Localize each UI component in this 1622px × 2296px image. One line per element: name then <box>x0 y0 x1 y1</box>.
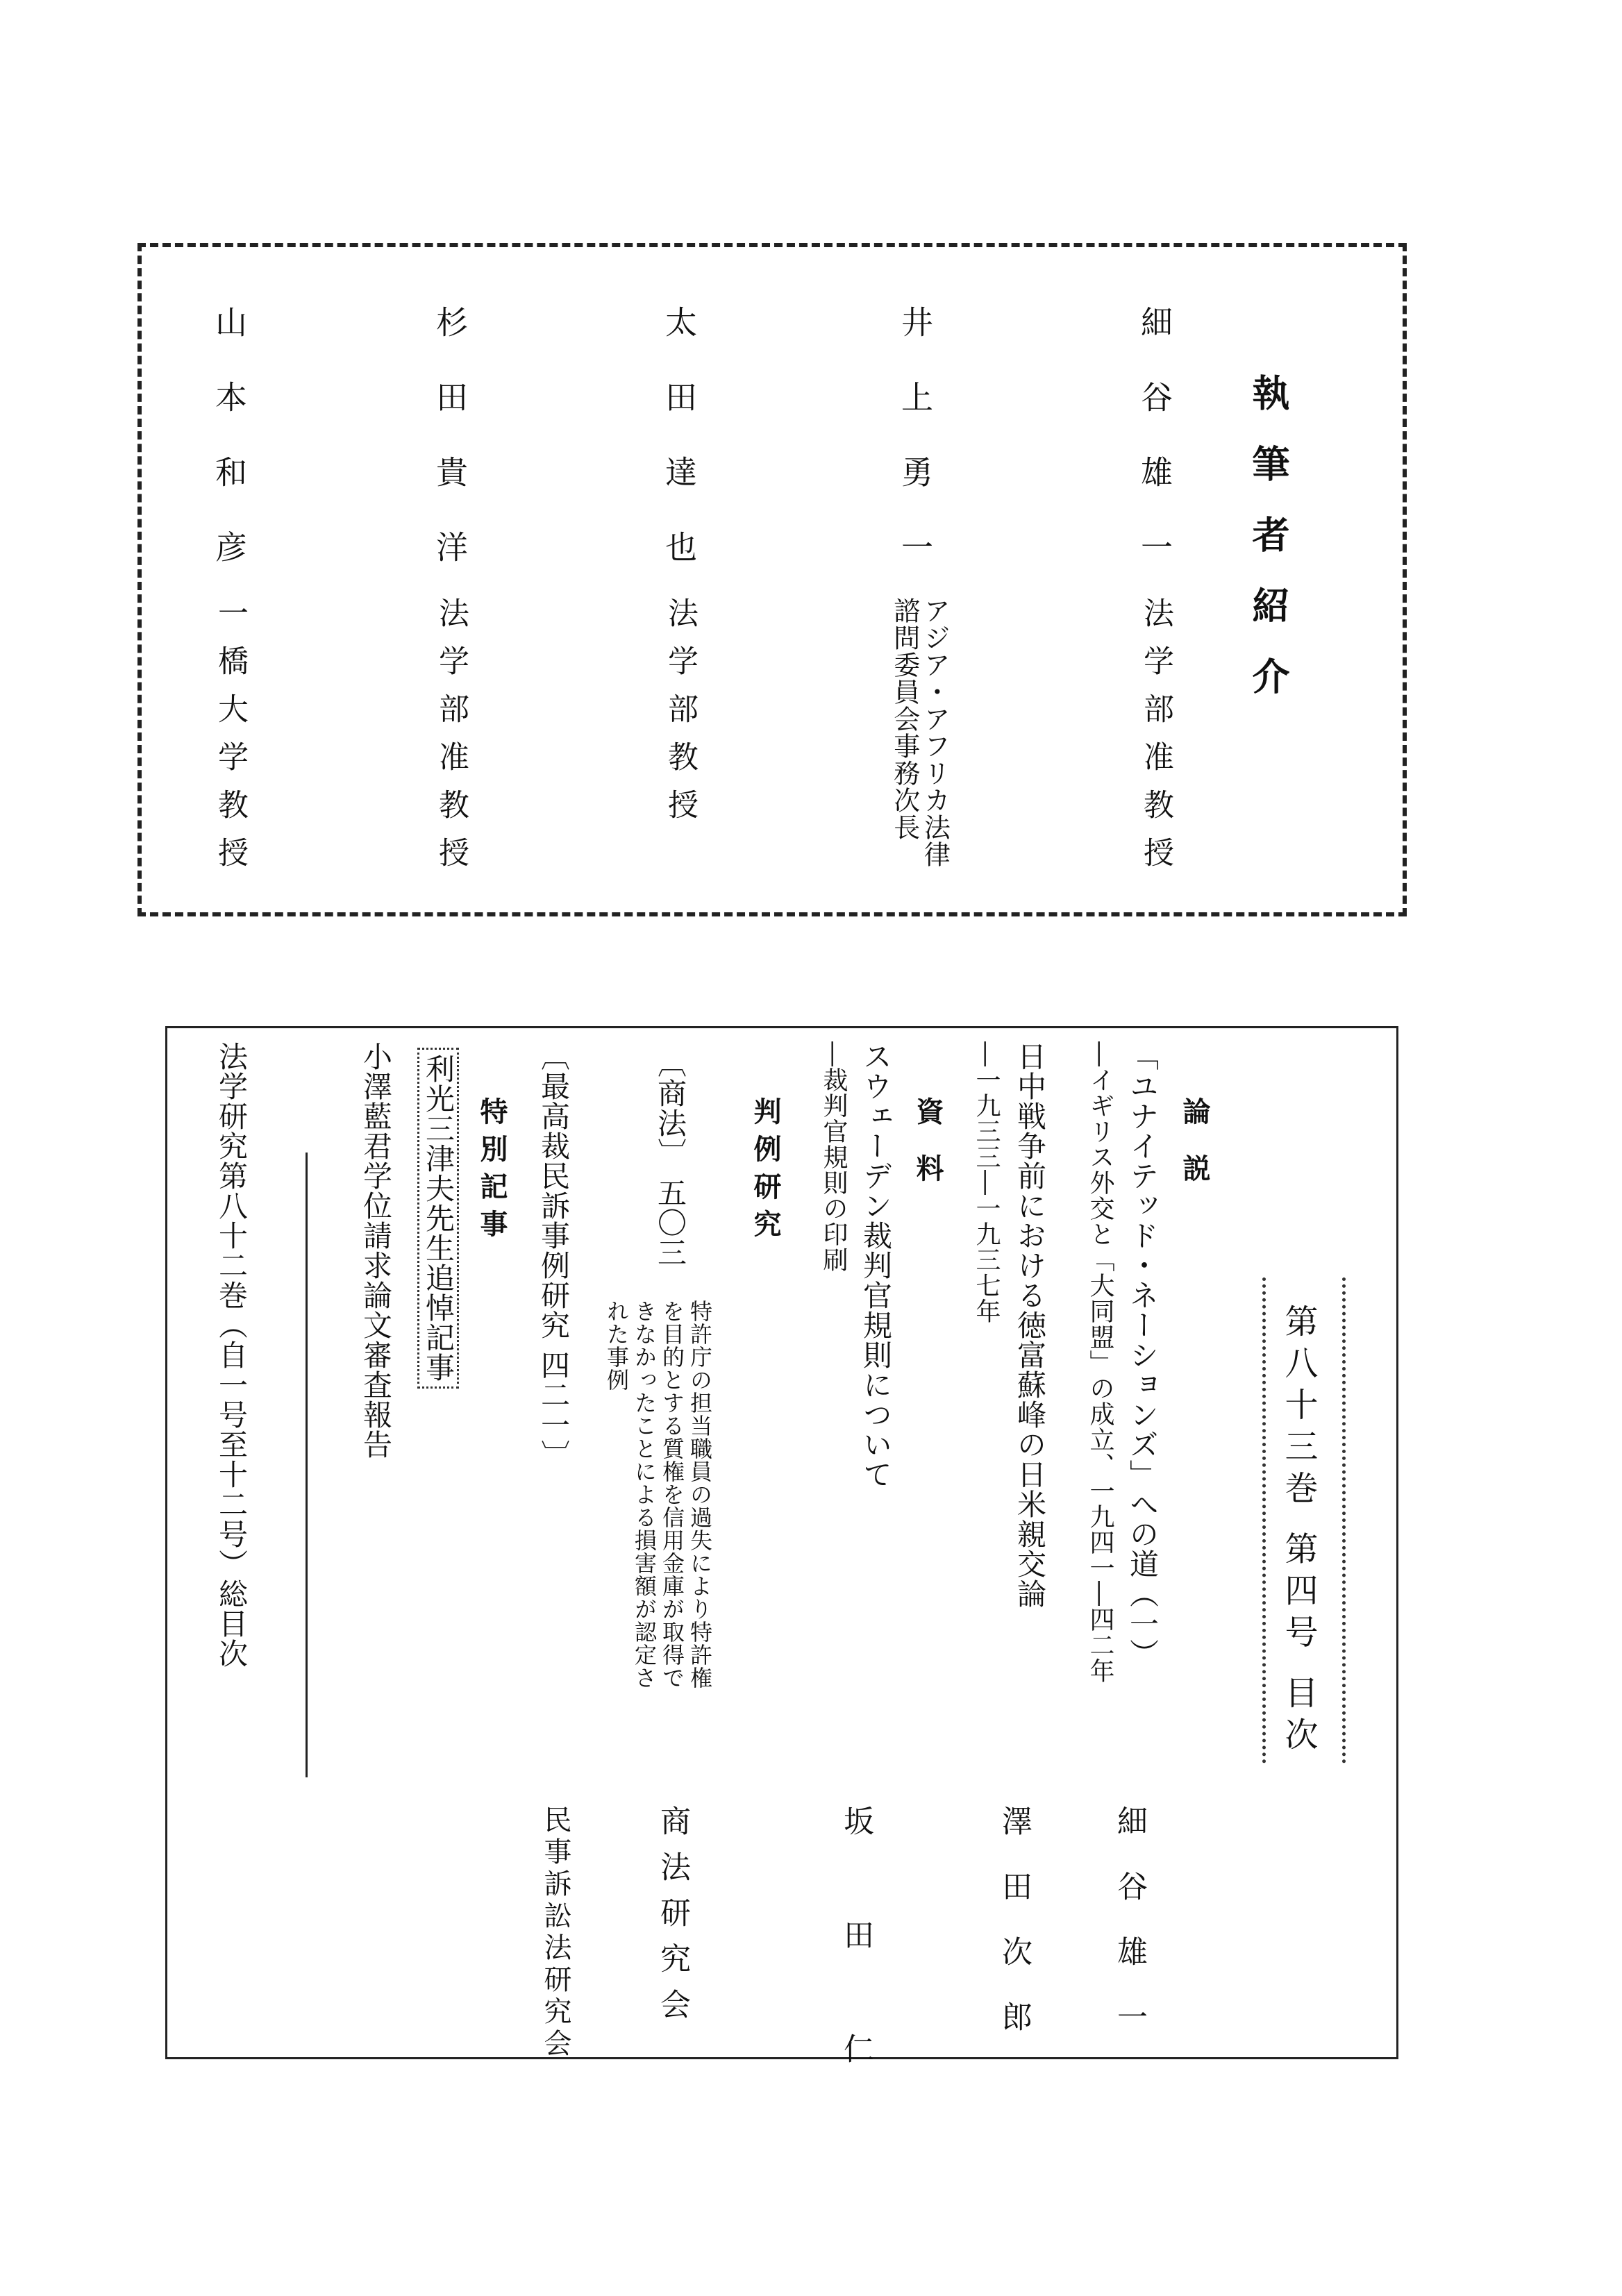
contributor-name: 山本和彦 <box>210 305 248 605</box>
article-title: 利光三津夫先生追悼記事 <box>421 1054 455 1382</box>
affiliation-line: アジア・アフリカ法律 <box>919 597 951 868</box>
contributor-affiliation: 法学部教授 <box>662 597 698 837</box>
toc-box <box>165 1026 1398 2059</box>
section-tokubetsu: 特別記事 <box>476 1097 508 1247</box>
article-title: 「ユナイテッド・ネーションズ」への道（一） <box>1126 1041 1160 1668</box>
contributor-affiliation: 法学部准教授 <box>1138 597 1173 885</box>
article-subtitle: ―イギリス外交と「大同盟」の成立、一九四一―四二年 <box>1086 1041 1114 1684</box>
toc-header: 第八十三巻 第四号 目次 <box>1279 1304 1318 1759</box>
article-subtitle: ―裁判官規則の印刷 <box>819 1041 848 1273</box>
section-ronsetsu: 論 説 <box>1178 1097 1211 1191</box>
note-line: を目的とする質権を信用金庫が取得で <box>659 1300 685 1689</box>
article-author: 細谷雄一 <box>1112 1805 1147 2066</box>
contributor-name: 井上勇一 <box>896 305 934 605</box>
contributor-affiliation: 一橋大学教授 <box>212 597 248 885</box>
contributor-name: 杉田貴洋 <box>431 305 469 605</box>
note-line: れた事例 <box>603 1300 630 1391</box>
article-title: 日中戦争前における徳富蘇峰の日米親交論 <box>1013 1041 1047 1609</box>
section-hanrei: 判例研究 <box>749 1097 782 1247</box>
article-author: 民事訴訟法研究会 <box>540 1805 571 2061</box>
article-note <box>603 1300 714 1689</box>
article-label: 〔最高裁民訴事例研究 四二一〕 <box>537 1041 571 1470</box>
article-author: 澤田次郎 <box>996 1805 1032 2066</box>
article-label: 〔商法〕 五〇三 <box>653 1048 687 1268</box>
affiliation-line: 諮問委員会事務次長 <box>889 597 920 841</box>
article-title: 法学研究第八十二巻（自一号至十二号）総目次 <box>215 1041 249 1668</box>
article-author: 坂田仁 <box>838 1805 873 2147</box>
contributor-affiliation <box>889 597 949 868</box>
contributor-affiliation: 法学部准教授 <box>433 597 469 885</box>
article-subtitle: ―一九三三―一九三七年 <box>972 1041 1001 1324</box>
article-author: 商法研究会 <box>655 1805 690 2034</box>
article-title: 小澤藍君学位請求論文審査報告 <box>359 1041 393 1459</box>
article-title: スウェーデン裁判官規則について <box>859 1041 893 1489</box>
contributor-name: 細谷雄一 <box>1136 305 1173 605</box>
contributor-name: 太田達也 <box>660 305 698 605</box>
divider-line <box>306 1153 308 1777</box>
contributors-box <box>137 243 1407 916</box>
contributors-title: 執筆者紹介 <box>1246 374 1291 728</box>
note-line: きなかったことによる損害額が認定さ <box>631 1300 658 1689</box>
section-shiryo: 資 料 <box>912 1097 944 1191</box>
note-line: 特許庁の担当職員の過失により特許権 <box>687 1300 713 1689</box>
